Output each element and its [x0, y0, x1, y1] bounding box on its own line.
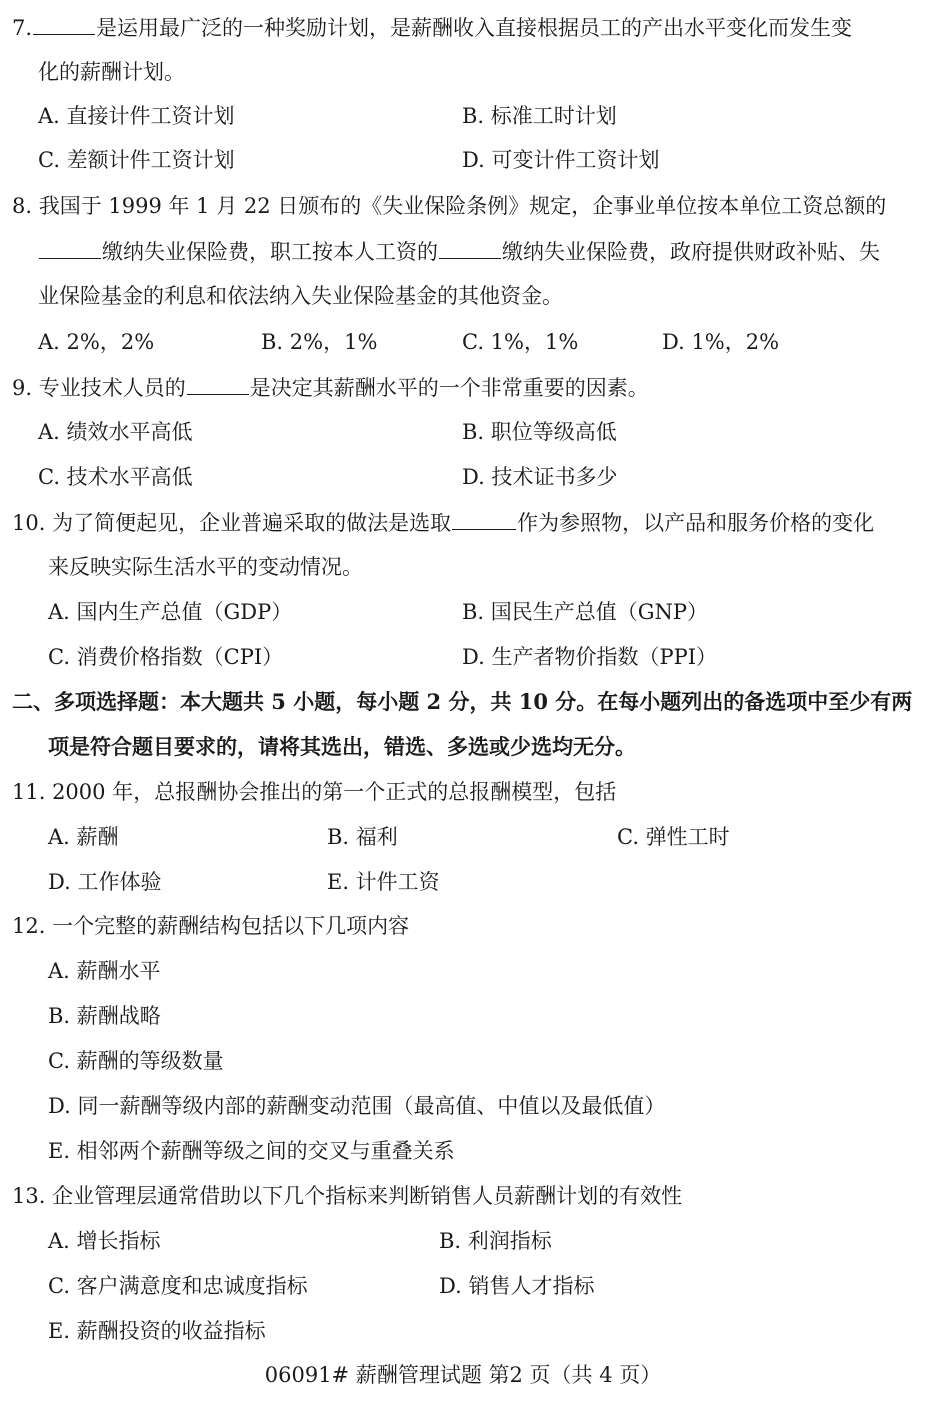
question-13-option-b: B. 利润指标 [439, 1229, 552, 1253]
question-8-option-a: A. 2%，2% [38, 330, 155, 354]
question-10-option-d: D. 生产者物价指数（PPI） [462, 645, 717, 669]
question-12-option-e: E. 相邻两个薪酬等级之间的交叉与重叠关系 [48, 1139, 455, 1163]
answer-blank [33, 12, 95, 35]
question-9-option-a: A. 绩效水平高低 [38, 420, 193, 444]
question-7-option-a: A. 直接计件工资计划 [38, 104, 235, 128]
question-11-option-e: E. 计件工资 [327, 870, 440, 894]
question-9-option-d: D. 技术证书多少 [462, 465, 618, 489]
question-7-option-d: D. 可变计件工资计划 [462, 148, 660, 172]
question-13-option-d: D. 销售人才指标 [439, 1274, 595, 1298]
question-10-line2: 来反映实际生活水平的变动情况。 [48, 555, 363, 579]
question-8-line2 [38, 236, 880, 267]
section-2-heading-line1: 二、多项选择题：本大题共 5 小题，每小题 2 分，共 10 分。在每小题列出的备选项中至少有两 [12, 689, 913, 714]
question-9-line1 [12, 372, 649, 403]
question-7-number: 7. [12, 16, 33, 40]
answer-blank [439, 236, 501, 259]
question-11-option-b: B. 福利 [327, 825, 398, 849]
question-11-text: 11. 2000 年，总报酬协会推出的第一个正式的总报酬模型，包括 [12, 780, 617, 804]
question-10-option-a: A. 国内生产总值（GDP） [48, 600, 293, 624]
question-13-option-e: E. 薪酬投资的收益指标 [48, 1319, 266, 1343]
question-8-option-d: D. 1%，2% [662, 330, 780, 354]
question-10-prefix: 10. 为了简便起见，企业普遍采取的做法是选取 [12, 511, 452, 535]
question-7-option-c: C. 差额计件工资计划 [38, 148, 235, 172]
question-13-text: 13. 企业管理层通常借助以下几个指标来判断销售人员薪酬计划的有效性 [12, 1184, 683, 1208]
question-7-line1 [12, 12, 852, 43]
question-12-option-a: A. 薪酬水平 [48, 959, 161, 983]
question-9-option-c: C. 技术水平高低 [38, 465, 193, 489]
question-8-line1: 8. 我国于 1999 年 1 月 22 日颁布的《失业保险条例》规定，企事业单位按本单位工资总额的 [12, 194, 887, 218]
question-10-line1 [12, 507, 874, 538]
question-12-text: 12. 一个完整的薪酬结构包括以下几项内容 [12, 914, 410, 938]
page-footer: 06091# 薪酬管理试题 第2 页（共 4 页） [264, 1363, 662, 1387]
question-9-option-b: B. 职位等级高低 [462, 420, 617, 444]
answer-blank [452, 507, 516, 530]
question-9-prefix: 9. 专业技术人员的 [12, 376, 186, 400]
answer-blank [187, 372, 249, 395]
question-12-option-d: D. 同一薪酬等级内部的薪酬变动范围（最高值、中值以及最低值） [48, 1094, 666, 1118]
question-7-text: 是运用最广泛的一种奖励计划，是薪酬收入直接根据员工的产出水平变化而发生变 [96, 16, 853, 40]
question-13-option-c: C. 客户满意度和忠诚度指标 [48, 1274, 308, 1298]
question-8-option-b: B. 2%，1% [261, 330, 378, 354]
question-8-option-c: C. 1%，1% [462, 330, 579, 354]
question-10-option-c: C. 消费价格指数（CPI） [48, 645, 284, 669]
section-2-heading-line2: 项是符合题目要求的，请将其选出，错选、多选或少选均无分。 [48, 734, 636, 759]
question-9-suffix: 是决定其薪酬水平的一个非常重要的因素。 [249, 376, 649, 400]
question-12-option-c: C. 薪酬的等级数量 [48, 1049, 224, 1073]
question-7-option-b: B. 标准工时计划 [462, 104, 617, 128]
question-8-line2-part1: 缴纳失业保险费，职工按本人工资的 [102, 240, 438, 264]
question-13-option-a: A. 增长指标 [48, 1229, 161, 1253]
question-11-option-d: D. 工作体验 [48, 870, 162, 894]
question-8-line2-part2: 缴纳失业保险费，政府提供财政补贴、失 [502, 240, 880, 264]
question-8-line3: 业保险基金的利息和依法纳入失业保险基金的其他资金。 [38, 284, 563, 308]
question-10-option-b: B. 国民生产总值（GNP） [462, 600, 709, 624]
question-10-suffix: 作为参照物，以产品和服务价格的变化 [517, 511, 875, 535]
question-7-line2: 化的薪酬计划。 [38, 60, 185, 84]
question-12-option-b: B. 薪酬战略 [48, 1004, 161, 1028]
question-11-option-c: C. 弹性工时 [617, 825, 730, 849]
question-11-option-a: A. 薪酬 [48, 825, 119, 849]
answer-blank [39, 236, 101, 259]
